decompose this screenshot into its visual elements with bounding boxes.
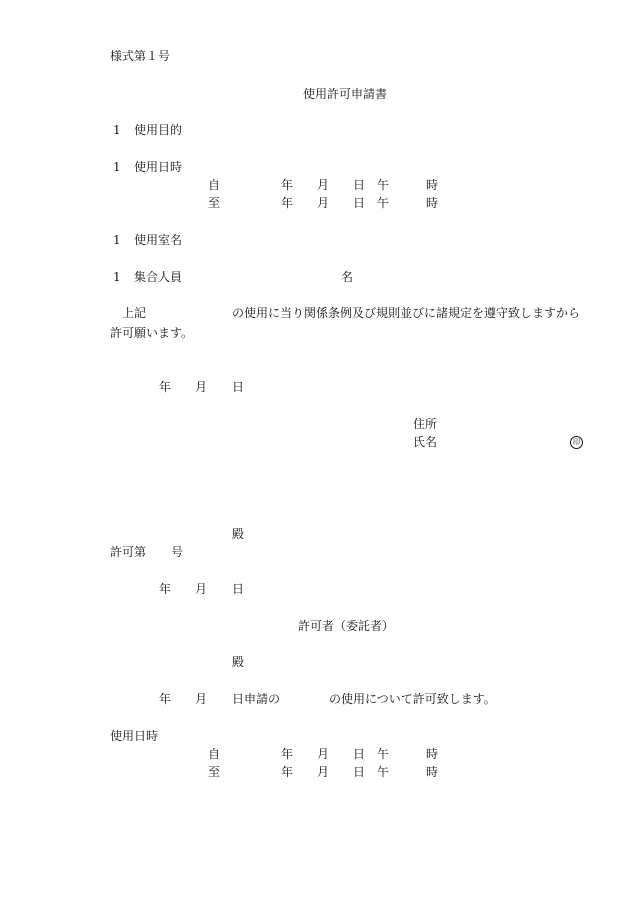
day-applied-text: 日申請の xyxy=(232,692,281,706)
addressee-honorific: 殿 xyxy=(232,527,245,541)
permit-number-suffix: 号 xyxy=(171,545,184,559)
hour-unit: 時 xyxy=(426,196,439,210)
day-unit: 日 xyxy=(353,178,366,192)
year-unit: 年 xyxy=(159,380,172,394)
from-prefix: 自 xyxy=(208,178,221,192)
pledge-lead: 上記 xyxy=(122,306,147,320)
form-number: 様式第１号 xyxy=(110,49,171,63)
attendee-unit: 名 xyxy=(341,270,354,284)
permit-usage-label: 使用日時 xyxy=(110,729,159,743)
month-unit: 月 xyxy=(317,196,330,210)
seal-mark-icon: 印 xyxy=(570,436,583,449)
month-unit: 月 xyxy=(195,692,208,706)
ampm-unit: 午 xyxy=(377,765,390,779)
ampm-unit: 午 xyxy=(377,196,390,210)
ampm-unit: 午 xyxy=(377,178,390,192)
usage-datetime-label: 使用日時 xyxy=(134,160,183,174)
room-name-label: 使用室名 xyxy=(134,233,183,247)
from-prefix: 自 xyxy=(208,747,221,761)
usage-purpose-label: 使用目的 xyxy=(134,123,183,137)
day-unit: 日 xyxy=(232,380,245,394)
to-prefix: 至 xyxy=(208,765,221,779)
day-unit: 日 xyxy=(353,747,366,761)
year-unit: 年 xyxy=(159,582,172,596)
month-unit: 月 xyxy=(195,380,208,394)
to-prefix: 至 xyxy=(208,196,221,210)
day-unit: 日 xyxy=(353,196,366,210)
permitter-label: 許可者（委託者） xyxy=(298,619,395,633)
month-unit: 月 xyxy=(195,582,208,596)
section-number: 1 xyxy=(113,123,121,137)
year-unit: 年 xyxy=(281,178,294,192)
addressee-honorific: 殿 xyxy=(232,655,245,669)
section-number: 1 xyxy=(113,160,121,174)
month-unit: 月 xyxy=(317,178,330,192)
pledge-text-line1: の使用に当り関係条例及び規則並びに諸規定を遵守致しますから xyxy=(232,306,581,320)
permit-number-prefix: 許可第 xyxy=(110,545,147,559)
name-label: 氏名 xyxy=(413,435,438,449)
hour-unit: 時 xyxy=(426,765,439,779)
ampm-unit: 午 xyxy=(377,747,390,761)
section-number: 1 xyxy=(113,270,121,284)
year-unit: 年 xyxy=(281,765,294,779)
section-number: 1 xyxy=(113,233,121,247)
attendee-count-label: 集合人員 xyxy=(134,270,183,284)
year-unit: 年 xyxy=(281,747,294,761)
hour-unit: 時 xyxy=(426,178,439,192)
day-unit: 日 xyxy=(232,582,245,596)
document-title: 使用許可申請書 xyxy=(303,87,388,101)
year-unit: 年 xyxy=(281,196,294,210)
day-unit: 日 xyxy=(353,765,366,779)
pledge-text-line2: 許可願います。 xyxy=(110,326,194,340)
hour-unit: 時 xyxy=(426,747,439,761)
month-unit: 月 xyxy=(317,747,330,761)
permit-statement-text: の使用について許可致します。 xyxy=(329,692,496,706)
month-unit: 月 xyxy=(317,765,330,779)
year-unit: 年 xyxy=(159,692,172,706)
address-label: 住所 xyxy=(413,417,438,431)
